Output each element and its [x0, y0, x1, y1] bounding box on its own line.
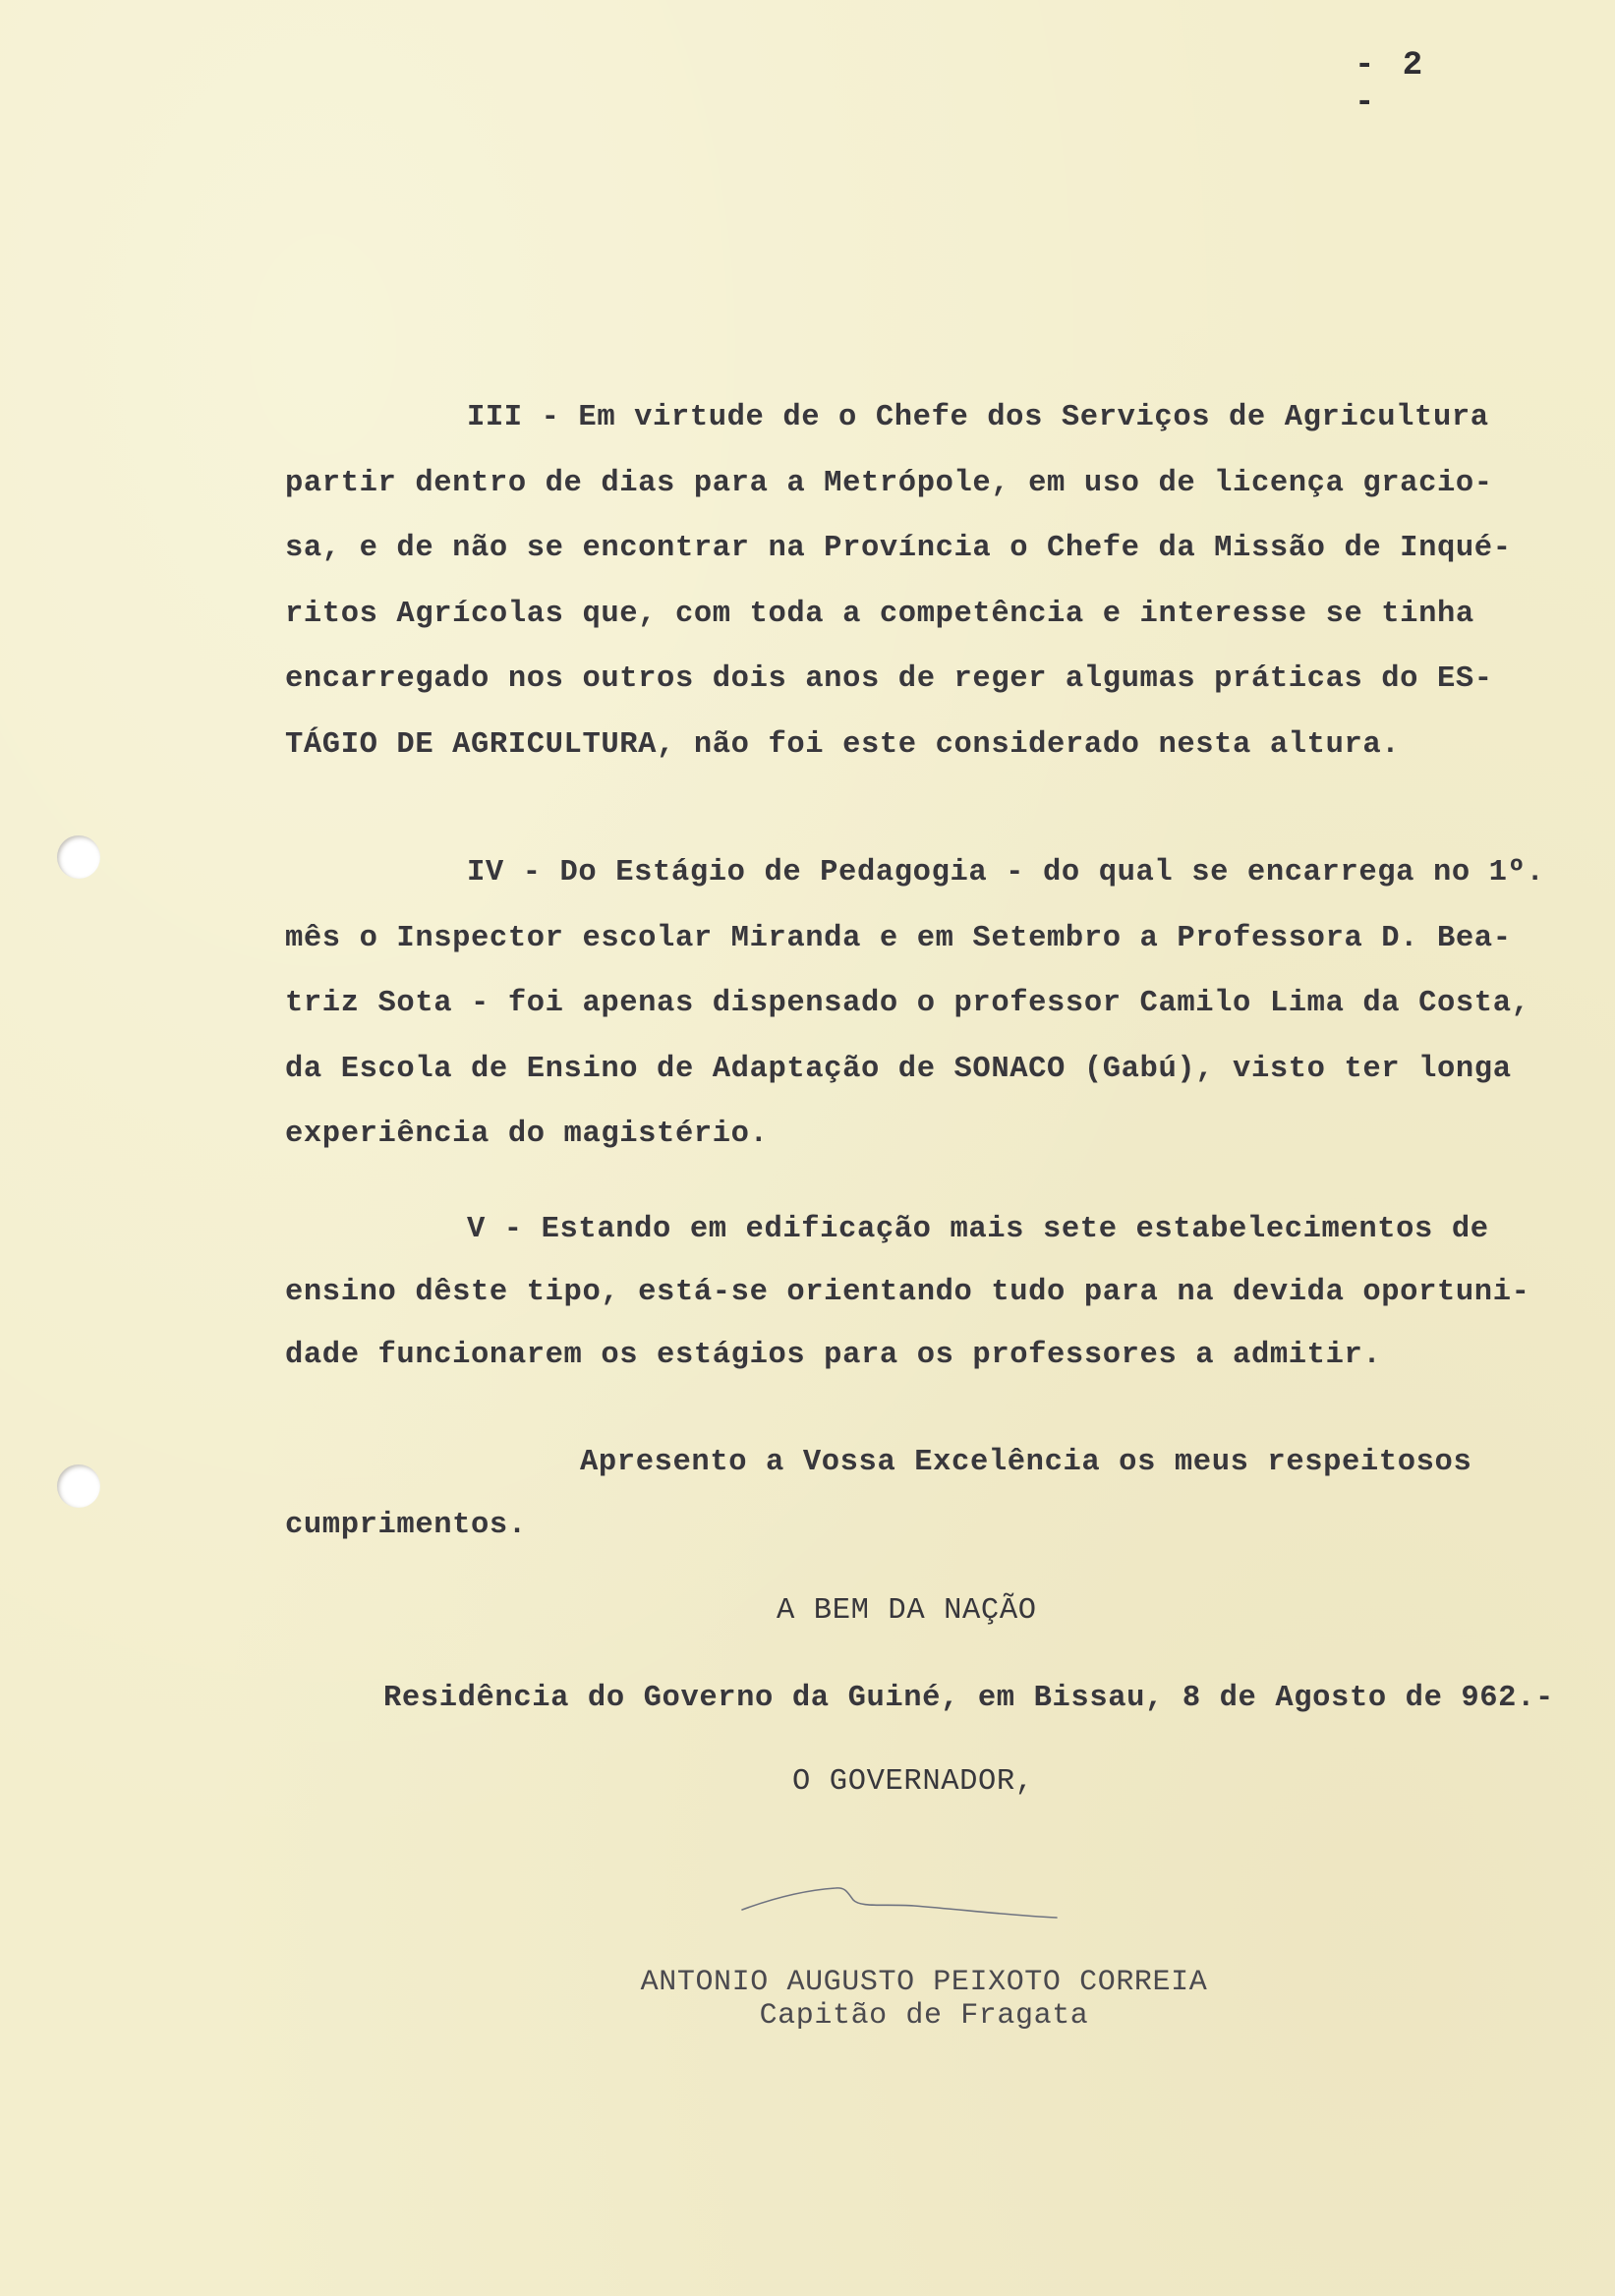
paragraph-line: IV - Do Estágio de Pedagogia - do qual se encarrega no 1º. [467, 856, 1545, 890]
paragraph-line: Apresento a Vossa Excelência os meus respeitosos [580, 1446, 1472, 1479]
paragraph-line: triz Sota - foi apenas dispensado o professor Camilo Lima da Costa, [285, 987, 1530, 1020]
greeting-paragraph [285, 1431, 1602, 1557]
paragraph-line: da Escola de Ensino de Adaptação de SONACO (Gabú), visto ter longa [285, 1052, 1512, 1086]
handwritten-signature [737, 1872, 1062, 1931]
governor-label: O GOVERNADOR, [792, 1765, 1034, 1799]
closing-formula: A BEM DA NAÇÃO [777, 1594, 1037, 1628]
punch-hole [57, 835, 100, 879]
paragraph-line: III - Em virtude de o Chefe dos Serviços de Agricultura [467, 401, 1489, 434]
paragraph-line: mês o Inspector escolar Miranda e em Setembro a Professora D. Bea- [285, 921, 1512, 955]
paragraph-iii [285, 385, 1602, 777]
paragraph-line: experiência do magistério. [285, 1118, 769, 1151]
signatory-title: Capitão de Fragata [759, 1999, 1089, 2033]
paragraph-line: V - Estando em edificação mais sete estabelecimentos de [467, 1213, 1489, 1246]
paragraph-v [285, 1198, 1602, 1387]
paragraph-iv [285, 840, 1602, 1168]
punch-hole [57, 1464, 100, 1508]
paragraph-line: ritos Agrícolas que, com toda a competência e interesse se tinha [285, 597, 1474, 631]
paragraph-line: ensino dêste tipo, está-se orientando tudo para na devida oportuni- [285, 1276, 1530, 1309]
paragraph-line: dade funcionarem os estágios para os professores a admitir. [285, 1339, 1382, 1372]
paragraph-line: sa, e de não se encontrar na Província o Chefe da Missão de Inqué- [285, 532, 1512, 565]
paragraph-line: TÁGIO DE AGRICULTURA, não foi este considerado nesta altura. [285, 727, 1401, 762]
signatory-name: ANTONIO AUGUSTO PEIXOTO CORREIA [640, 1966, 1208, 1999]
page-number: - 2 - [1355, 47, 1427, 122]
paragraph-line: partir dentro de dias para a Metrópole, em uso de licença gracio- [285, 466, 1493, 500]
paragraph-line: cumprimentos. [285, 1509, 527, 1542]
residence-date-line: Residência do Governo da Guiné, em Bissau, 8 de Agosto de 962.- [383, 1682, 1554, 1715]
paragraph-line: encarregado nos outros dois anos de reger algumas práticas do ES- [285, 662, 1493, 696]
signature-block [619, 1966, 1229, 2033]
